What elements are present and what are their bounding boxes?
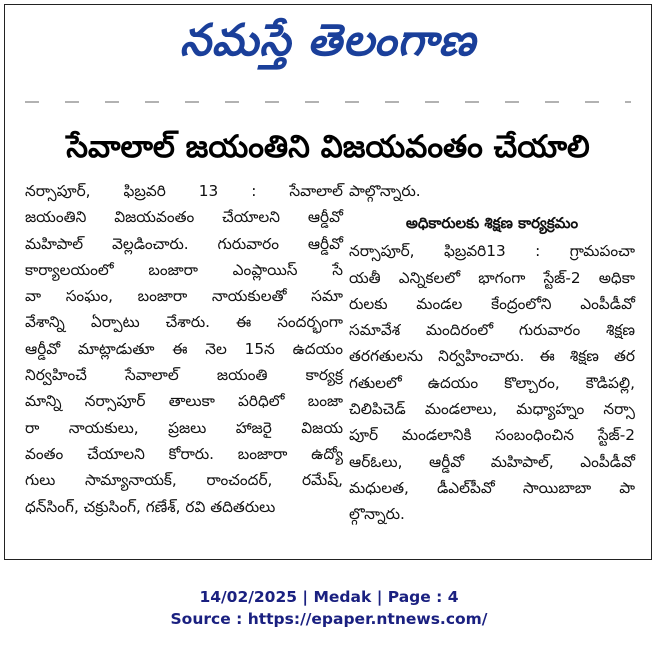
source-link[interactable]: Source : https://epaper.ntnews.com/ bbox=[170, 610, 488, 628]
newspaper-masthead: నమస్తే తెలంగాణ bbox=[179, 15, 477, 66]
masthead-divider bbox=[25, 101, 631, 103]
text-line: ధన్‌సింగ్, చక్రుసింగ్, గణేశ్, రవి తదితరులు bbox=[25, 497, 276, 516]
text-line: పూర్ మండలానికి సంబంధించిన స్టేజ్-2 bbox=[349, 426, 635, 445]
text-line: గతులలో ఉదయం కొల్చారం, కౌడిపల్లి, bbox=[349, 373, 635, 392]
text-line: మాన్ని నర్సాపూర్ తాలుకా పరిధిలో బంజా bbox=[25, 392, 343, 411]
article-body bbox=[25, 178, 343, 520]
text-line: వంతం చేయాలని కోరారు. బంజారా ఉద్యో bbox=[25, 444, 343, 463]
article-headline: సేవాలాల్ జయంతిని విజయవంతం చేయాలి bbox=[66, 129, 590, 165]
text-line: రా నాయకులు, ప్రజలు హాజరై విజయ bbox=[25, 418, 343, 437]
text-line: ఆర్ఓలు, ఆర్డీవో మహిపాల్, ఎంపీడీవో bbox=[349, 452, 635, 471]
text-line: యతీ ఎన్నికలలో భాగంగా స్టేజ్-2 అధికా bbox=[349, 268, 635, 287]
text-line: నర్సాపూర్, ఫిబ్రవరి 13 : సేవాలాల్ bbox=[25, 182, 343, 200]
text-line: రులకు మండల కేంద్రంలోని ఎంపీడీవో bbox=[349, 294, 635, 313]
second-article-body bbox=[349, 238, 635, 527]
text-line: వేశాన్ని ఏర్పాటు చేశారు. ఈ సందర్భంగా bbox=[25, 313, 343, 332]
article-continuation: పాల్గొన్నారు. bbox=[349, 182, 421, 200]
article-subheading: అధికారులకు శిక్షణ కార్యక్రమం bbox=[405, 214, 579, 233]
text-line: తరగతులను నిర్వహించారు. ఈ శిక్షణ తర bbox=[349, 347, 635, 366]
clipping-footer bbox=[0, 586, 658, 630]
text-line: జయంతిని విజయవంతం చేయాలని ఆర్డీవో bbox=[25, 208, 343, 227]
date-edition-page: 14/02/2025 | Medak | Page : 4 bbox=[199, 588, 459, 606]
article-left-column bbox=[25, 178, 343, 520]
text-line: ల్గొన్నారు. bbox=[349, 505, 405, 524]
text-line: ఆర్డీవో మాట్లాడుతూ ఈ నెల 15న ఉదయం bbox=[25, 339, 343, 358]
text-line: చిలిపిచెడ్ మండలాలు, మధ్యాహ్నం నర్సా bbox=[349, 400, 635, 419]
text-line: కార్యాలయంలో బంజారా ఎంప్లాయిస్ సే bbox=[25, 260, 343, 279]
text-line: మహిపాల్ వెల్లడించారు. గురువారం ఆర్డీవో bbox=[25, 234, 343, 253]
text-line: వా సంఘం, బంజారా నాయకులతో సమా bbox=[25, 287, 343, 306]
text-line: నర్సాపూర్, ఫిబ్రవరి13 : గ్రామపంచా bbox=[349, 242, 635, 261]
text-line: సమావేశ మందిరంలో గురువారం శిక్షణ bbox=[349, 321, 635, 340]
article-right-column bbox=[349, 178, 635, 528]
text-line: నిర్వహించే సేవాలాల్ జయంతి కార్యక్ర bbox=[25, 366, 343, 385]
text-line: గులు సామ్యానాయక్, రాంచందర్, రమేష్, bbox=[25, 471, 343, 490]
text-line: మధులత, డీఎల్‌పీవో సాయిబాబా పా bbox=[349, 478, 635, 497]
